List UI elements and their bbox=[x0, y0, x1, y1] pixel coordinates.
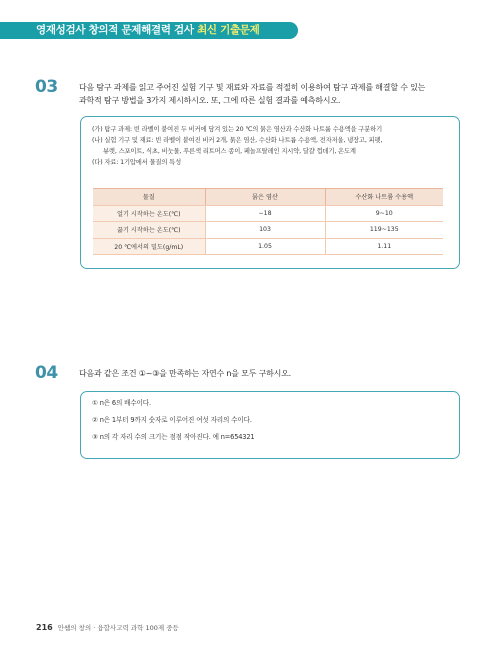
question-03-text: 다음 탐구 과제를 읽고 주어진 실험 기구 및 재료와 자료를 적절히 이용하여 탐구 과제를 해결할 수 있는 과학적 탐구 방법을 3가지 제시하시오. 또, 그에 따른 실험 결과를 예측하시오. bbox=[79, 83, 426, 105]
column-header: 수산화 나트륨 수용액 bbox=[325, 189, 443, 206]
data-line: (다) 자료: 1기압에서 물질의 특성 bbox=[92, 159, 182, 166]
book-title: 안쌤의 창의 · 융합사고력 과학 100제 중등 bbox=[57, 624, 179, 632]
task-line: (가) 탐구 과제: 빈 라벨이 붙여진 두 비커에 담겨 있는 20 ℃의 묽은 염산과 수산화 나트륨 수용액을 구분하기 bbox=[92, 126, 383, 133]
question-04-text: 다음과 같은 조건 ①~③을 만족하는 자연수 n을 모두 구하시오. bbox=[79, 369, 292, 378]
row-label: 얼기 시작하는 온도(℃) bbox=[93, 205, 205, 222]
column-header: 묽은 염산 bbox=[205, 189, 325, 206]
condition-1: ① n은 6의 배수이다. bbox=[92, 399, 151, 407]
question-04-conditions-box bbox=[80, 391, 460, 459]
equipment-line-1: (나) 실험 기구 및 재료: 빈 라벨이 붙여진 비커 2개, 묽은 염산, 수산화 나트륨 수용액, 전자저울, 냉장고, 피펫, bbox=[92, 137, 383, 144]
row-label: 끓기 시작하는 온도(℃) bbox=[93, 222, 205, 239]
condition-3: ③ n의 각 자리 수의 크기는 점점 작아진다. 예 n=654321 bbox=[92, 433, 255, 441]
column-header: 물질 bbox=[93, 189, 205, 206]
table-row bbox=[93, 238, 443, 255]
table-row bbox=[93, 222, 443, 239]
table-cell: 119~135 bbox=[325, 222, 443, 239]
table-header-row bbox=[93, 189, 443, 206]
table-cell: −18 bbox=[205, 205, 325, 222]
question-number-04: 04 bbox=[35, 363, 58, 383]
substance-properties-table bbox=[93, 188, 443, 255]
question-number-03: 03 bbox=[35, 77, 58, 97]
page-number: 216 bbox=[36, 623, 53, 632]
condition-2: ② n은 1부터 9까지 숫자로 이루어진 여섯 자리의 수이다. bbox=[92, 416, 252, 424]
page-footer bbox=[36, 623, 179, 632]
header-title: 영재성검사 창의적 문제해결력 검사 최신 기출문제 bbox=[36, 24, 260, 36]
row-label: 20 ℃에서의 밀도(g/mL) bbox=[93, 238, 205, 255]
table-cell: 1.05 bbox=[205, 238, 325, 255]
equipment-line-2: 뷰렛, 스포이트, 식초, 비눗물, 푸른색 리트머스 종이, 페놀프탈레인 지시약, 달걀 껍데기, 온도계 bbox=[103, 148, 356, 155]
table-row bbox=[93, 205, 443, 222]
table-cell: 9~10 bbox=[325, 205, 443, 222]
table-cell: 103 bbox=[205, 222, 325, 239]
table-cell: 1.11 bbox=[325, 238, 443, 255]
